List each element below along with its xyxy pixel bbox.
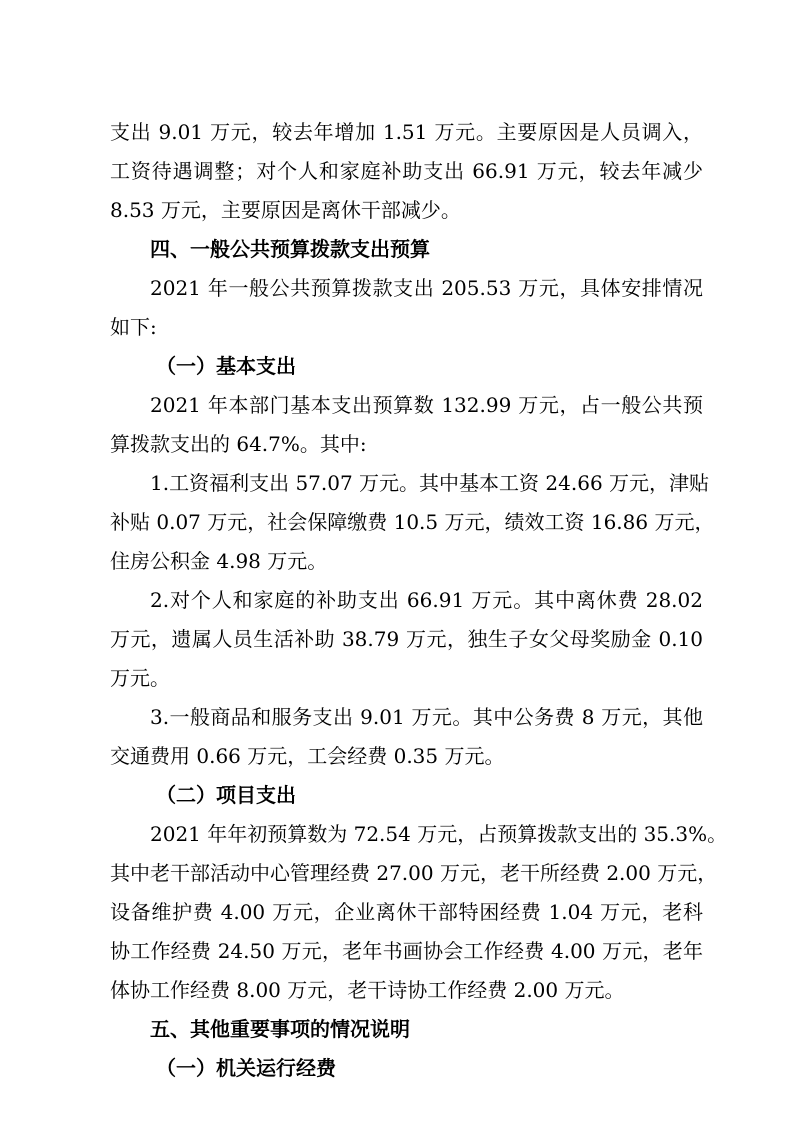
- paragraph-line: 工资待遇调整；对个人和家庭补助支出 66.91 万元，较去年减少: [110, 159, 703, 183]
- paragraph-line: 8.53 万元，主要原因是离休干部减少。: [110, 198, 461, 222]
- paragraph-line: 2021 年一般公共预算拨款支出 205.53 万元，具体安排情况: [150, 276, 703, 300]
- paragraph-line: 1.工资福利支出 57.07 万元。其中基本工资 24.66 万元，津贴: [150, 471, 710, 495]
- subsection-heading-operating-costs: （一）机关运行经费: [156, 1056, 336, 1080]
- paragraph-line: 协工作经费 24.50 万元，老年书画协会工作经费 4.00 万元，老年: [110, 939, 703, 963]
- section-heading-5: 五、其他重要事项的情况说明: [150, 1017, 410, 1041]
- paragraph-line: 其中老干部活动中心管理经费 27.00 万元，老干所经费 2.00 万元，: [110, 861, 718, 885]
- paragraph-line: 2021 年年初预算数为 72.54 万元，占预算拨款支出的 35.3%。: [150, 822, 728, 846]
- paragraph-line: 补贴 0.07 万元，社会保障缴费 10.5 万元，绩效工资 16.86 万元，: [110, 510, 715, 534]
- paragraph-line: 体协工作经费 8.00 万元，老干诗协工作经费 2.00 万元。: [110, 978, 625, 1002]
- subsection-heading-basic-expenditure: （一）基本支出: [156, 354, 296, 378]
- paragraph-line: 万元，遗属人员生活补助 38.79 万元，独生子女父母奖励金 0.10: [110, 627, 703, 651]
- paragraph-line: 交通费用 0.66 万元，工会经费 0.35 万元。: [110, 744, 505, 768]
- paragraph-line: 算拨款支出的 64.7%。其中:: [110, 432, 367, 456]
- paragraph-line: 万元。: [110, 666, 170, 690]
- paragraph-line: 2.对个人和家庭的补助支出 66.91 万元。其中离休费 28.02: [150, 588, 703, 612]
- paragraph-line: 设备维护费 4.00 万元，企业离休干部特困经费 1.04 万元，老科: [110, 900, 703, 924]
- paragraph-line: 支出 9.01 万元，较去年增加 1.51 万元。主要原因是人员调入，: [110, 120, 703, 144]
- subsection-heading-project-expenditure: （二）项目支出: [156, 783, 296, 807]
- paragraph-line: 3.一般商品和服务支出 9.01 万元。其中公务费 8 万元，其他: [150, 705, 703, 729]
- section-heading-4: 四、一般公共预算拨款支出预算: [150, 237, 430, 261]
- paragraph-line: 如下:: [110, 315, 157, 339]
- paragraph-line: 住房公积金 4.98 万元。: [110, 549, 328, 573]
- paragraph-line: 2021 年本部门基本支出预算数 132.99 万元，占一般公共预: [150, 393, 703, 417]
